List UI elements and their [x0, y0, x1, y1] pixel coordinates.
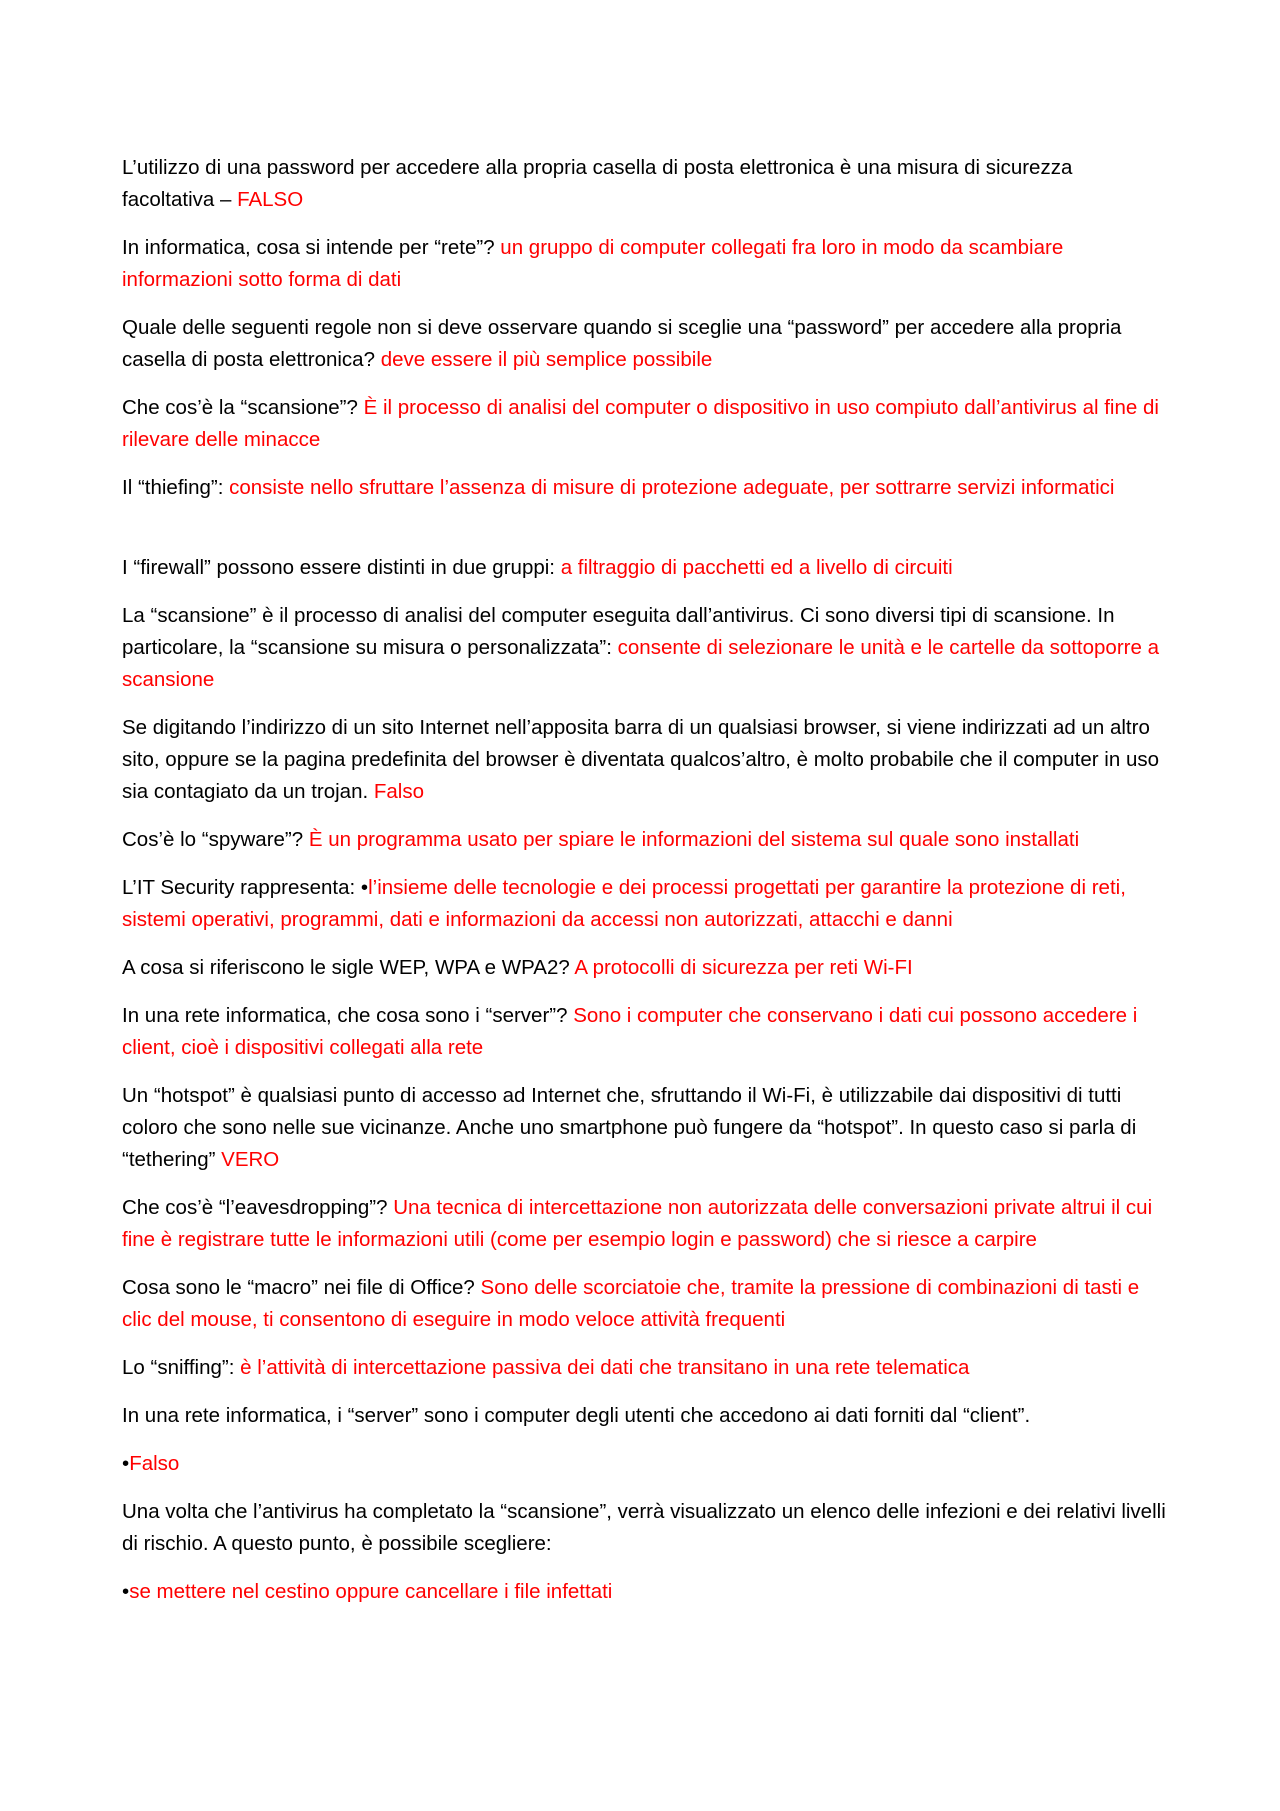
paragraph-trojan — [122, 712, 1168, 808]
paragraph-scansione — [122, 392, 1168, 456]
paragraph-eavesdropping — [122, 1192, 1168, 1256]
answer-text: FALSO — [237, 188, 304, 211]
paragraph-thiefing — [122, 472, 1168, 504]
question-text: Che cos’è la “scansione”? — [122, 396, 364, 419]
answer-text: VERO — [221, 1148, 280, 1171]
question-text: Se digitando l’indirizzo di un sito Internet nell’apposita barra di un qualsiasi browser, si viene indirizzati ad un altro sito, oppure se la pagina predefinita del browser è diventata qualcos’altro, è molto probabile che il computer in uso sia contagiato da un trojan. — [122, 716, 1160, 803]
answer-text: È il processo di analisi del computer o dispositivo in uso compiuto dall’antivirus al fine di rilevare delle minacce — [122, 396, 1159, 451]
paragraph-firewall — [122, 552, 1168, 584]
answer-text: consiste nello sfruttare l’assenza di misure di protezione adeguate, per sottrarre servizi informatici — [229, 476, 1115, 499]
paragraph-falso-bullet — [122, 1448, 1168, 1480]
answer-text: se mettere nel cestino oppure cancellare i file infettati — [129, 1580, 613, 1603]
question-text: L’utilizzo di una password per accedere alla propria casella di posta elettronica è una misura di sicurezza facoltativa – — [122, 156, 1073, 211]
paragraph-server — [122, 1000, 1168, 1064]
paragraph-it-security — [122, 872, 1168, 936]
question-text: Cosa sono le “macro” nei file di Office? — [122, 1276, 481, 1299]
paragraph-wep-wpa — [122, 952, 1168, 984]
paragraph-rete — [122, 232, 1168, 296]
answer-text: Sono delle scorciatoie che, tramite la pressione di combinazioni di tasti e clic del mouse, ti consentono di eseguire in modo veloce attività frequenti — [122, 1276, 1140, 1331]
question-text: Quale delle seguenti regole non si deve osservare quando si sceglie una “password” per accedere alla propria casella di posta elettronica? — [122, 316, 1122, 371]
paragraph-server-client — [122, 1400, 1168, 1432]
answer-text: È un programma usato per spiare le informazioni del sistema sul quale sono installati — [308, 828, 1080, 851]
question-text: Un “hotspot” è qualsiasi punto di accesso ad Internet che, sfruttando il Wi-Fi, è utilizzabile dai dispositivi di tutti coloro che sono nelle sue vicinanze. Anche uno smartphone può fungere da “hotspot”. In questo caso si parla di “tethering” — [122, 1084, 1137, 1171]
question-text: Una volta che l’antivirus ha completato la “scansione”, verrà visualizzato un elenco delle infezioni e dei relativi livelli di rischio. A questo punto, è possibile scegliere: — [122, 1500, 1166, 1555]
bullet-icon: • — [122, 1580, 130, 1603]
paragraph-sniffing — [122, 1352, 1168, 1384]
answer-text: Falso — [129, 1452, 180, 1475]
paragraph-password-optional — [122, 152, 1168, 216]
paragraph-antivirus-results — [122, 1496, 1168, 1560]
paragraph-hotspot — [122, 1080, 1168, 1176]
question-text: L’IT Security rappresenta: • — [122, 876, 369, 899]
question-text: Cos’è lo “spyware”? — [122, 828, 309, 851]
paragraph-cestino-bullet — [122, 1576, 1168, 1608]
answer-text: Una tecnica di intercettazione non autorizzata delle conversazioni private altrui il cui fine è registrare tutte le informazioni utili (come per esempio login e password) che si riesce a carpire — [122, 1196, 1153, 1251]
question-text: La “scansione” è il processo di analisi del computer eseguita dall’antivirus. Ci sono diversi tipi di scansione. In particolare, la “scansione su misura o personalizzata”: — [122, 604, 1115, 659]
answer-text: A protocolli di sicurezza per reti Wi-FI — [574, 956, 913, 979]
paragraph-scansione-personalizzata — [122, 600, 1168, 696]
question-text: In una rete informatica, che cosa sono i “server”? — [122, 1004, 574, 1027]
answer-text: Falso — [373, 780, 425, 803]
document-body — [122, 152, 1168, 1624]
blank-line — [122, 520, 1168, 552]
answer-text: deve essere il più semplice possibile — [380, 348, 713, 371]
answer-text: l’insieme delle tecnologie e dei processi progettati per garantire la protezione di reti, sistemi operativi, programmi, dati e informazioni da accessi non autorizzati, attacchi e danni — [122, 876, 1126, 931]
question-text: A cosa si riferiscono le sigle WEP, WPA e WPA2? — [122, 956, 575, 979]
question-text: In una rete informatica, i “server” sono i computer degli utenti che accedono ai dati forniti dal “client”. — [122, 1404, 1031, 1427]
paragraph-password-rules — [122, 312, 1168, 376]
question-text: In informatica, cosa si intende per “rete”? — [122, 236, 501, 259]
paragraph-macro — [122, 1272, 1168, 1336]
answer-text: Sono i computer che conservano i dati cui possono accedere i client, cioè i dispositivi collegati alla rete — [122, 1004, 1138, 1059]
question-text: Che cos’è “l’eavesdropping”? — [122, 1196, 394, 1219]
question-text: Il “thiefing”: — [122, 476, 230, 499]
answer-text: un gruppo di computer collegati fra loro in modo da scambiare informazioni sotto forma di dati — [122, 236, 1064, 291]
answer-text: è l’attività di intercettazione passiva dei dati che transitano in una rete telematica — [240, 1356, 970, 1379]
bullet-icon: • — [122, 1452, 130, 1475]
paragraph-spyware — [122, 824, 1168, 856]
answer-text: a filtraggio di pacchetti ed a livello di circuiti — [560, 556, 953, 579]
question-text: I “firewall” possono essere distinti in due gruppi: — [122, 556, 561, 579]
question-text: Lo “sniffing”: — [122, 1356, 241, 1379]
answer-text: consente di selezionare le unità e le cartelle da sottoporre a scansione — [122, 636, 1159, 691]
